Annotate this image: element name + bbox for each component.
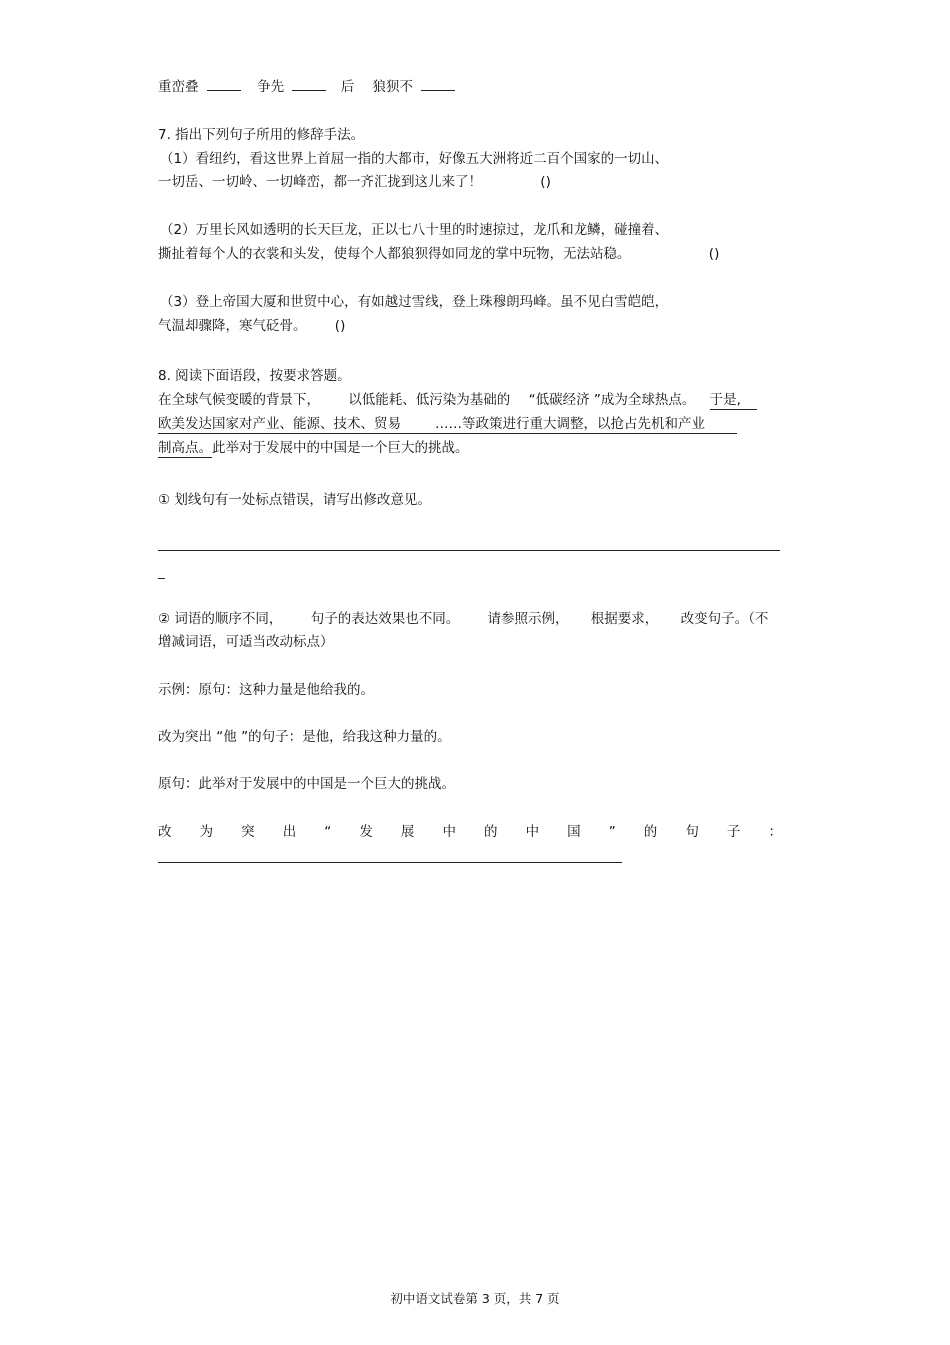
q7-sentence-3-line-2 (158, 316, 345, 336)
prompt-char: 子 (726, 824, 741, 840)
q7-sentence-1-line-2 (158, 172, 551, 192)
q8-sub-question-2-line-1 (158, 609, 768, 629)
passage-text: 以低能耗、低污染为基础的 (348, 392, 511, 408)
q7-sentence-2-line-1: （2）万里长风如透明的长天巨龙，正以七八十里的时速掠过，龙爪和龙鳞，碰撞着、 (160, 222, 669, 238)
q7-sentence-2-text: 撕扯着每个人的衣裳和头发，使每个人都狼狈得如同龙的掌中玩物，无法站稳。 (158, 246, 631, 262)
passage-text: “低碳经济 ”成为全球热点。 (528, 392, 696, 408)
original-sentence: 原句：此举对于发展中的中国是一个巨大的挑战。 (158, 776, 455, 792)
q7-answer-2-paren[interactable]: () (708, 246, 720, 262)
answer-line-2[interactable] (158, 862, 622, 863)
q8-sub-question-2-line-2: 增减词语，可适当改动标点） (158, 634, 334, 650)
prompt-char: ” (608, 824, 616, 840)
prompt-char: 的 (643, 824, 658, 840)
fill-in-words-line (158, 77, 455, 97)
prompt-char: 的 (484, 824, 498, 840)
prompt-char: 发 (359, 824, 373, 840)
blank-2[interactable] (292, 78, 326, 91)
q8-passage-line-1 (158, 390, 757, 410)
underlined-sentence: 欧美发达国家对产业、能源、技术、贸易 (158, 416, 435, 434)
passage-text: 在全球气候变暖的背景下， (158, 392, 320, 408)
prompt-char: 突 (241, 824, 255, 840)
prompt-char: 改 (158, 824, 172, 840)
q8-passage-line-2 (158, 414, 737, 434)
prompt-char: 展 (400, 824, 415, 840)
word-4: 狼狈不 (372, 79, 413, 95)
answer-line-1[interactable] (158, 550, 780, 551)
underlined-sentence: 于是, (710, 392, 757, 410)
instruction-text: ② 词语的顺序不同， (158, 611, 283, 627)
q7-sentence-3-line-1: （3）登上帝国大厦和世贸中心，有如越过雪线，登上珠穆朗玛峰。虽不见白雪皑皑， (160, 294, 669, 310)
instruction-text: 改变句子。（不 (680, 611, 769, 627)
prompt-char: ： (768, 824, 782, 840)
prompt-char: 句 (685, 824, 699, 840)
prompt-char: 为 (199, 824, 214, 840)
q7-answer-3-paren[interactable]: () (334, 318, 346, 334)
instruction-text: 请参照示例， (487, 611, 569, 627)
prompt-char: “ (324, 824, 332, 840)
q7-sentence-2-line-2 (158, 244, 719, 264)
prompt-char: 出 (282, 824, 297, 840)
blank-1[interactable] (207, 78, 241, 91)
q7-sentence-1-line-1: （1）看纽约，看这世界上首屈一指的大都市，好像五大洲将近二百个国家的一切山、 (160, 151, 669, 167)
passage-text: 此举对于发展中的中国是一个巨大的挑战。 (212, 440, 469, 456)
prompt-char: 国 (567, 824, 581, 840)
q7-title: 7. 指出下列句子所用的修辞手法。 (158, 127, 365, 143)
page-footer: 初中语文试卷第 3 页，共 7 页 (390, 1291, 560, 1306)
word-2: 争先 (257, 79, 285, 95)
q8-sub-question-1: ① 划线句有一处标点错误，请写出修改意见。 (158, 492, 431, 508)
rewrite-prompt (158, 822, 782, 842)
underlined-sentence: ……等政策进行重大调整，以抢占先机和产业 (435, 416, 737, 434)
word-1: 重峦叠 (158, 79, 199, 95)
word-3: 后 (340, 79, 355, 95)
prompt-char: 中 (442, 824, 456, 840)
q8-passage-line-3 (158, 438, 469, 458)
answer-line-1-tail: _ (158, 564, 165, 580)
example-changed-sentence: 改为突出 “他 ”的句子：是他，给我这种力量的。 (158, 729, 451, 745)
q7-sentence-3-text: 气温却骤降，寒气砭骨。 (158, 318, 307, 334)
underlined-sentence: 制高点。 (158, 440, 212, 456)
prompt-char: 中 (525, 824, 540, 840)
blank-4[interactable] (421, 78, 455, 91)
instruction-text: 句子的表达效果也不同。 (310, 611, 460, 627)
q7-sentence-1-text: 一切岳、一切岭、一切峰峦，都一齐汇拢到这儿来了！ (158, 174, 482, 190)
instruction-text: 根据要求， (590, 611, 659, 627)
q7-answer-1-paren[interactable]: () (540, 174, 551, 190)
example-sentence: 示例：原句：这种力量是他给我的。 (158, 682, 374, 698)
q8-title: 8. 阅读下面语段，按要求答题。 (158, 368, 351, 384)
